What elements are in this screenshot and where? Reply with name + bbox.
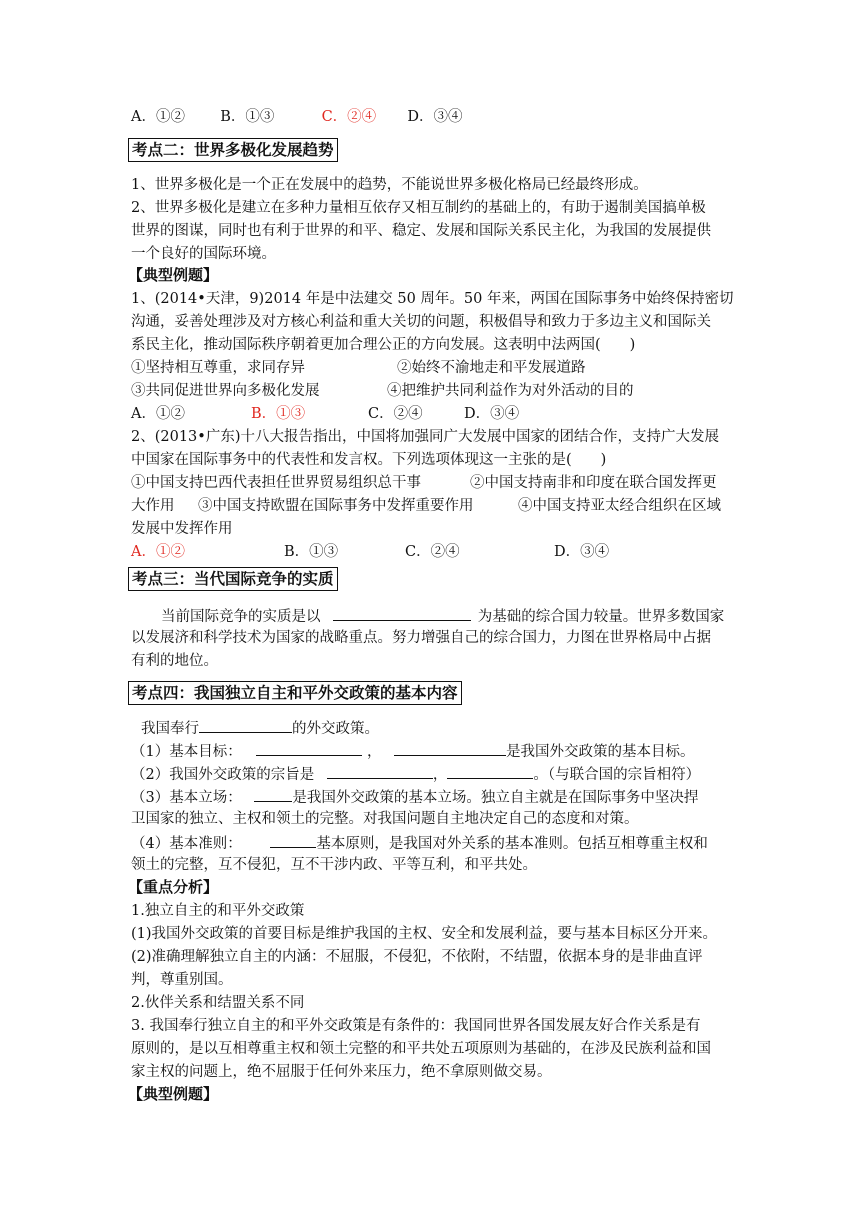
sec2-examples-label: 【典型例题】 — [128, 266, 219, 284]
analysis-1: 1.独立自主的和平外交政策 — [131, 903, 305, 919]
option-c-answer: C．②④ — [321, 109, 377, 125]
q2-answer-b: B．①③ — [284, 544, 339, 560]
basic-goal-end: 是我国外交政策的基本目标。 — [506, 744, 695, 760]
sec4-norm-line2: 领土的完整，互不侵犯，互不干涉内政、平等互利，和平共处。 — [131, 857, 537, 873]
sec3-line1-start: 当前国际竞争的实质是以 — [161, 609, 321, 625]
q1-choice-4: ④把维护共同利益作为对外活动的目的 — [387, 383, 634, 399]
option-d: D．③④ — [407, 109, 463, 125]
norm-label: （4）基本准则： — [131, 836, 242, 852]
fill-blank — [447, 762, 533, 779]
comma: ， — [366, 744, 382, 760]
sec2-point-2-line3: 一个良好的国际环境。 — [131, 246, 276, 262]
comma: ， — [432, 767, 448, 783]
fill-blank — [254, 785, 292, 802]
analysis-3-line1: 3. 我国奉行独立自主的和平外交政策是有条件的：我国同世界各国发展友好合作关系是有 — [131, 1018, 701, 1034]
prev-question-options — [131, 106, 463, 128]
q2-choice-1: ①中国支持巴西代表担任世界贸易组织总干事 — [131, 475, 421, 491]
basic-goal-label: （1）基本目标： — [131, 744, 242, 760]
stance-end: 是我国外交政策的基本立场。独立自主就是在国际事务中坚决捍 — [292, 790, 699, 806]
q2-answer-c: C．②④ — [405, 544, 460, 560]
q1-choice-2: ②始终不渝地走和平发展道路 — [397, 360, 586, 376]
purpose-end: 。（与联合国的宗旨相符） — [533, 767, 701, 783]
analysis-1-2-line1: (2)准确理解独立自主的内涵：不屈服，不侵犯，不依附，不结盟，依据本身的是非曲直评 — [131, 949, 703, 965]
q1-choice-1: ①坚持相互尊重，求同存异 — [131, 360, 305, 376]
option-a: A．①② — [131, 109, 185, 125]
analysis-2: 2.伙伴关系和结盟关系不同 — [131, 995, 305, 1011]
q2-answer-a-correct: A．①② — [131, 544, 185, 560]
q1-choice-3: ③共同促进世界向多极化发展 — [131, 383, 320, 399]
sec2-point-2-line2: 世界的图谋，同时也有利于世界的和平、稳定、发展和国际关系民主化，为我国的发展提供 — [131, 223, 711, 239]
q2-line1: 2、(2013•广东)十八大报告指出，中国将加强同广大发展中国家的团结合作，支持广大发展 — [131, 429, 719, 445]
sec4-examples-label: 【典型例题】 — [128, 1085, 219, 1103]
section-2-heading: 考点二：世界多极化发展趋势 — [128, 138, 338, 162]
sec4-stance — [131, 785, 698, 809]
analysis-3-line2: 原则的，是以互相尊重主权和领土完整的和平共处五项原则为基础的，在涉及民族利益和国 — [131, 1041, 711, 1057]
analysis-1-1: (1)我国外交政策的首要目标是维护我国的主权、安全和发展利益，要与基本目标区分开来。 — [131, 926, 718, 942]
sec4-intro-end: 的外交政策。 — [292, 721, 379, 737]
sec3-line2: 以发展济和科学技术为国家的战略重点。努力增强自己的综合国力，力图在世界格局中占据 — [131, 630, 711, 646]
sec4-stance-line2: 卫国家的独立、主权和领土的完整。对我国问题自主地决定自己的态度和对策。 — [131, 811, 639, 827]
q1-answer-d: D．③④ — [464, 406, 520, 422]
q1-answer-b-correct: B．①③ — [251, 406, 306, 422]
sec3-line3: 有利的地位。 — [131, 653, 218, 669]
fill-blank — [333, 604, 471, 621]
section-4-heading: 考点四：我国独立自主和平外交政策的基本内容 — [128, 681, 462, 705]
purpose-label: （2）我国外交政策的宗旨是 — [131, 767, 315, 783]
option-b: B．①③ — [220, 109, 275, 125]
q2-answer-d: D．③④ — [554, 544, 610, 560]
q1-line3: 系民主化，推动国际秩序朝着更加合理公正的方向发展。这表明中法两国( ) — [131, 337, 636, 353]
section-3-heading: 考点三：当代国际竞争的实质 — [128, 567, 338, 591]
stance-label: （3）基本立场： — [131, 790, 242, 806]
q1-line2: 沟通，妥善处理涉及对方核心利益和重大关切的问题，积极倡导和致力于多边主义和国际关 — [131, 314, 711, 330]
q1-line1: 1、(2014•天津，9)2014 年是中法建交 50 周年。50 年来，两国在国际事务中始终保持密切 — [131, 291, 734, 307]
q2-choice-4b: 发展中发挥作用 — [131, 521, 233, 537]
fill-blank — [270, 831, 316, 848]
sec4-basic-goal — [131, 739, 695, 763]
q2-choice-2a: ②中国支持南非和印度在联合国发挥更 — [470, 475, 717, 491]
sec2-point-2-line1: 2、世界多极化是建立在多种力量相互依存又相互制约的基础上的，有助于遏制美国搞单极 — [131, 200, 706, 216]
q2-choice-4a: ④中国支持亚太经合组织在区域 — [518, 498, 721, 514]
sec4-purpose — [131, 762, 700, 786]
sec4-norm — [131, 831, 708, 855]
sec3-line1-end: 为基础的综合国力较量。世界多数国家 — [477, 609, 725, 625]
fill-blank — [256, 739, 362, 756]
sec4-intro-start: 我国奉行 — [141, 721, 199, 737]
q1-answer-a: A．①② — [131, 406, 185, 422]
fill-blank — [199, 716, 292, 733]
sec4-intro — [141, 716, 379, 740]
sec3-line1 — [161, 604, 724, 628]
fill-blank — [327, 762, 433, 779]
q2-choice-3: ③中国支持欧盟在国际事务中发挥重要作用 — [198, 498, 474, 514]
sec2-point-1: 1、世界多极化是一个正在发展中的趋势，不能说世界多极化格局已经最终形成。 — [131, 177, 648, 193]
q1-answer-c: C．②④ — [368, 406, 423, 422]
q2-line2: 中国家在国际事务中的代表性和发言权。下列选项体现这一主张的是( ) — [131, 452, 607, 468]
fill-blank — [394, 739, 506, 756]
norm-end: 基本原则，是我国对外关系的基本准则。包括互相尊重主权和 — [316, 836, 708, 852]
sec4-analysis-label: 【重点分析】 — [128, 878, 219, 896]
analysis-1-2-line2: 判，尊重别国。 — [131, 972, 233, 988]
analysis-3-line3: 家主权的问题上，绝不屈服于任何外来压力，绝不拿原则做交易。 — [131, 1064, 552, 1080]
q2-choice-2b: 大作用 — [131, 498, 175, 514]
